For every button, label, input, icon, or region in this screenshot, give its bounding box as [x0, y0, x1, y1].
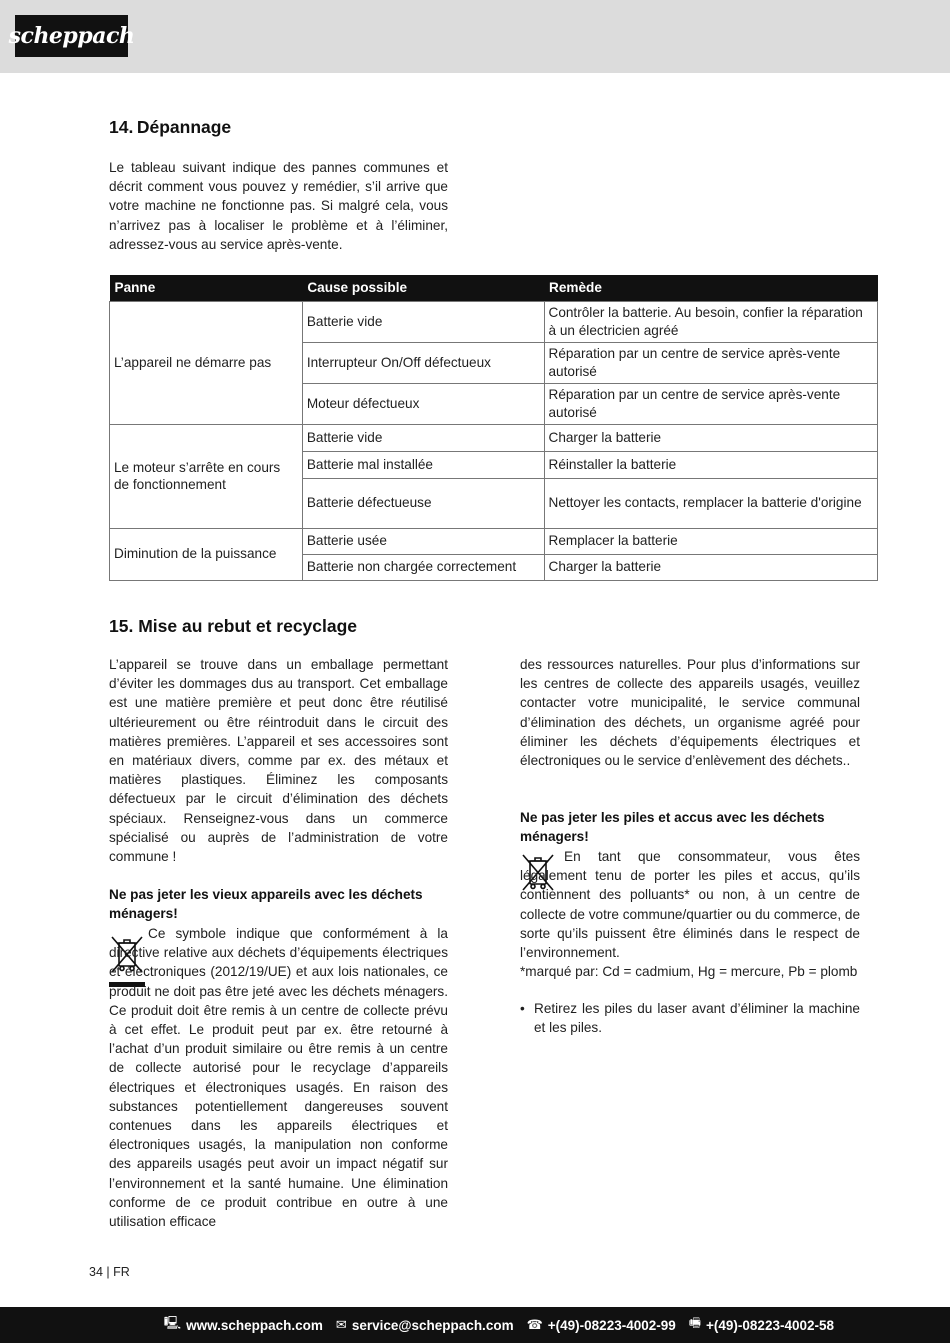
section-14-title: 14. Dépannage [109, 117, 232, 137]
disposal-paragraph: L’appareil se trouve dans un emballage permettant d’éviter les dommages dus au transport. Cet emballage est une matière première et peut donc être réutilisé ultérieurement ou être réintroduit dans le circuit des matières premières. L’appareil et ses accessoires sont en matériaux divers, comme par ex. des métaux et matières plastiques. Éliminez les composants défectueux par le circuit d’élimination des déchets spéciaux. Renseignez-vous dans un commerce spécialisé ou auprès de l’administration de votre commune ! [109, 657, 448, 865]
section-14-intro: Le tableau suivant indique des pannes communes et décrit comment vous pouvez y remédier, s’il arrive que votre machine ne fonctionne pas. Si malgré cela, vous n’arrivez pas à localiser le problème et à l’éliminer, adressez-vous au service après-vente. [109, 160, 448, 252]
remede-cell: Réparation par un centre de service après-vente autorisé [544, 342, 878, 383]
cause-cell: Batterie vide [302, 424, 544, 451]
remede-cell: Réinstaller la batterie [544, 451, 878, 478]
header-cause: Cause possible [302, 275, 544, 301]
mail-icon: ✉ [335, 1317, 347, 1332]
cause-cell: Batterie mal installée [302, 451, 544, 478]
website-link[interactable]: www.scheppach.com [186, 1317, 323, 1333]
phone-number: +(49)-08223-4002-99 [547, 1317, 676, 1333]
panne-cell: Diminution de la puissance [110, 528, 303, 580]
remede-cell: Charger la batterie [544, 424, 878, 451]
bullet-item [520, 999, 860, 1037]
cause-cell: Batterie défectueuse [302, 478, 544, 528]
remede-cell: Réparation par un centre de service après-vente autorisé [544, 383, 878, 424]
cause-cell: Batterie vide [302, 301, 544, 342]
scheppach-logo [8, 15, 135, 57]
remede-cell: Contrôler la batterie. Au besoin, confier la réparation à un électricien agréé [544, 301, 878, 342]
weee-heading: Ne pas jeter les vieux appareils avec les déchets ménagers! [109, 887, 423, 922]
cause-cell: Batterie non chargée correctement [302, 554, 544, 580]
footer-website[interactable] [164, 1314, 323, 1336]
panne-cell: Le moteur s’arrête en cours de fonctionnement [110, 424, 303, 528]
fax-number: +(49)-08223-4002-58 [706, 1317, 834, 1333]
footer-fax [689, 1314, 834, 1336]
header-panne: Panne [110, 275, 303, 301]
table-header-row [110, 275, 878, 301]
table-row [110, 528, 878, 554]
panne-cell: L’appareil ne démarre pas [110, 301, 303, 424]
cause-cell: Moteur défectueux [302, 383, 544, 424]
header-band [0, 0, 950, 73]
footer-phone [527, 1317, 676, 1333]
marked-note: *marqué par: Cd = cadmium, Hg = mercure, Pb = plomb [520, 964, 858, 979]
computer-icon: 🖳 [163, 1315, 182, 1330]
resources-paragraph: des ressources naturelles. Pour plus d’informations sur les centres de collecte des appareils usagés, veuillez contacter votre municipalité, le service communal d’élimination des déchets, un organisme agréé pour éliminer les déchets d’équipements électriques et électroniques ou le service d’enlèvement des déchets.. [520, 657, 860, 769]
logo-text: scheppach [8, 23, 135, 49]
remede-cell: Remplacer la batterie [544, 528, 878, 554]
email-link[interactable]: service@scheppach.com [351, 1317, 514, 1333]
weee-text: Ce symbole indique que conformément à la directive relative aux déchets d’équipements électriques et électroniques (2012/19/UE) et aux lois nationales, ce produit ne doit pas être jeté avec les déchets ménagers. Ce produit doit être remis à un centre de collecte prévu à cet effet. Le produit peut par ex. être retourné à l’achat d’un produit similaire ou être remis à un centre de collecte autorisé pour le recyclage d’appareils électriques et électroniques usagés. En raison des substances potentiellement dangereuses souvent contenues dans les appareils électriques et électroniques usagés, la manipulation non conforme des appareils usagés peut avoir un impact négatif sur l’environnement et la santé humaine. Une élimination conforme de ce produit contribue en outre à une utilisation efficace [109, 926, 448, 1230]
fax-icon: 🖷 [688, 1315, 702, 1330]
page-number: 34 | FR [89, 1265, 130, 1279]
remede-cell: Nettoyer les contacts, remplacer la batterie d'origine [544, 478, 878, 528]
header-remede: Remède [544, 275, 878, 301]
bullet-icon: • [520, 1001, 525, 1016]
troubleshooting-table [109, 275, 878, 581]
remede-cell: Charger la batterie [544, 554, 878, 580]
cause-cell: Batterie usée [302, 528, 544, 554]
phone-icon: ☎ [526, 1317, 543, 1332]
battery-heading: Ne pas jeter les piles et accus avec les déchets ménagers! [520, 810, 825, 845]
bullet-text: Retirez les piles du laser avant d’éliminer la machine et les piles. [534, 1001, 860, 1036]
cause-cell: Interrupteur On/Off défectueux [302, 342, 544, 383]
footer-email[interactable] [336, 1317, 514, 1333]
section-15-title: 15. Mise au rebut et recyclage [109, 616, 358, 636]
battery-text: En tant que consommateur, vous êtes légalement tenu de porter les piles et accus, qu’ils contiennent des polluants* ou non, à un centre de collecte de votre commune/quartier ou du commerce, de sorte qu’ils puissent être éliminés dans le respect de l’environnement. [520, 849, 861, 961]
footer-bar [0, 1307, 950, 1343]
table-row [110, 301, 878, 342]
table-row [110, 424, 878, 451]
